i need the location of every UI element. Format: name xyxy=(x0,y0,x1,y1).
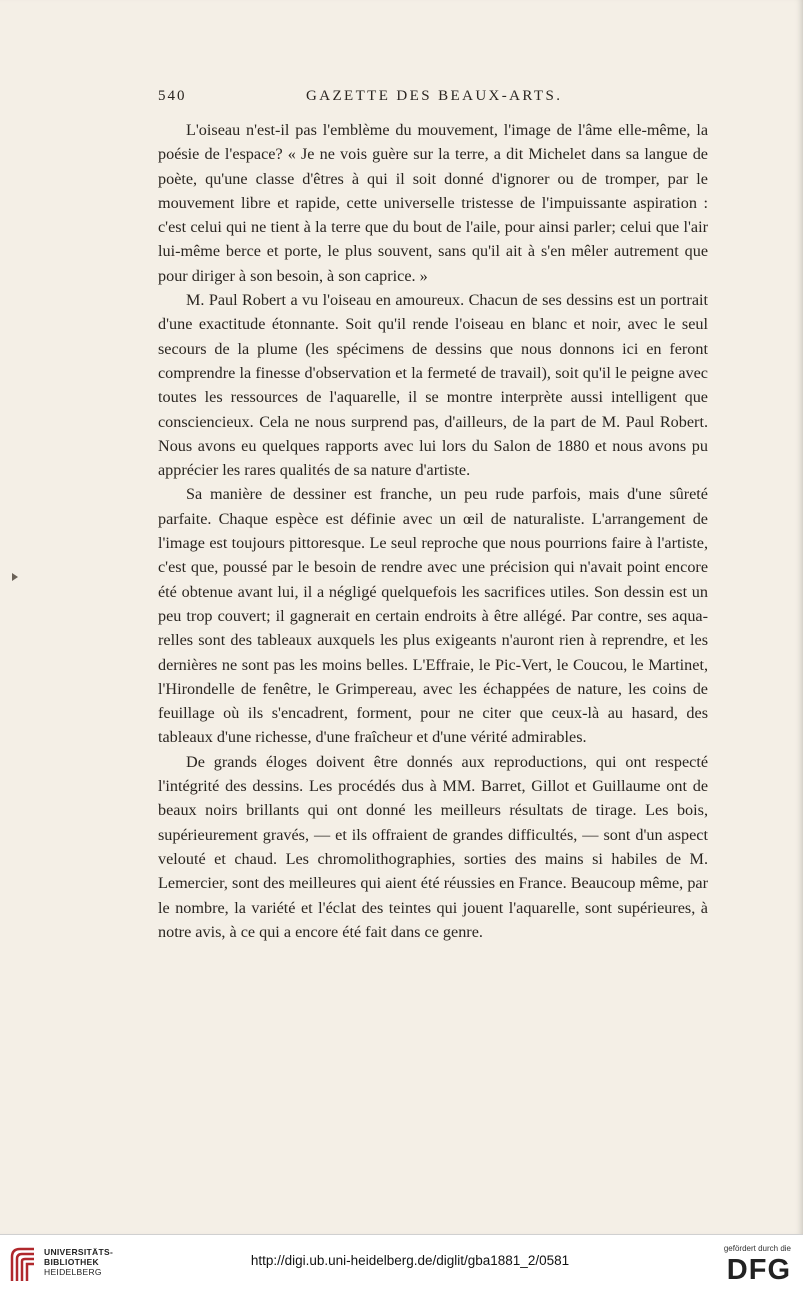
institution-name: UNIVERSITÄTS- BIBLIOTHEK HEIDELBERG xyxy=(44,1247,114,1277)
page-number: 540 xyxy=(158,88,187,104)
university-library-logo-icon xyxy=(8,1243,38,1285)
permalink-url[interactable]: http://digi.ub.uni-heidelberg.de/diglit/gba1881_2/0581 xyxy=(250,1253,570,1268)
paragraph: De grands éloges doivent être donnés aux reproductions, qui ont respecté l'intégrité des dessins. Les procédés dus à MM. Barret, Gillot et Guillaume ont de beaux noirs brillants qui ont donné les meilleurs résultats de tirage. Les bois, supérieurement gravés, — et ils offraient de grandes difficultés, — sont d'un aspect velouté et chaud. Les chromolithographies, sorties des mains si habiles de M. Lemercier, sont des meilleures qui aient été réussies en France. Beaucoup même, par le nombre, la variété et l'éclat des teintes qui jouent l'aquarelle, sont supérieures, à notre avis, à ce qui a encore été fait dans ce genre. xyxy=(158,752,708,941)
paragraph: Sa manière de dessiner est franche, un peu rude parfois, mais d'une sûreté parfaite. Chaque espèce est définie avec un œil de naturaliste. L'arrangement de l'image est toujours pittoresque. Le seul reproche que nous pourrions faire à l'artiste, c'est que, poussé par le besoin de rendre avec une précision qui n'avait point encore été obtenue avant lui, il a négligé quelquefois les sacrifices utiles. Son dessin est un peu trop couvert; il gagnerait en certain endroits à être allégé. Par contre, ses aquarelles sont des tableaux auxquels les plus exigeants n'auront rien à reprendre, et les dernières ne sont pas les moins belles. L'Effraie, le Pic-Vert, le Coucou, le Martinet, l'Hirondelle de fenêtre, le Grimpereau, avec les échappées de nature, les coins de feuillage où ils s'encadrent, forment, pour ne citer que ceux-là au hasard, des tableaux d'une richesse, d'une fraîcheur et d'une vérité admirables. xyxy=(158,485,708,747)
dfg-logo-icon: DFG xyxy=(726,1254,791,1286)
article-body xyxy=(158,118,708,944)
running-header xyxy=(158,88,718,110)
journal-title: GAZETTE DES BEAUX-ARTS. xyxy=(306,88,563,104)
digitization-footer xyxy=(0,1234,803,1292)
funder-caption: gefördert durch die xyxy=(723,1244,791,1253)
margin-mark-icon xyxy=(12,573,18,581)
paragraph: L'oiseau n'est-il pas l'emblème du mouvement, l'image de l'âme elle-même, la poésie de l'espace? « Je ne vois guère sur la terre, a dit Michelet dans sa langue de poète, qu'une classe d'êtres à qui il soit donné d'ignorer ou de tromper, par le mouvement libre et rapide, cette universelle tristesse de l'impuissante aspiration : c'est celui qui ne tient à la terre que du bout de l'aile, pour ainsi parler; celui que l'air lui-même berce et porte, le plus souvent, sans qu'il ait à s'en mêler autrement que pour diriger à son besoin, à son caprice. » xyxy=(158,121,708,285)
paragraph: M. Paul Robert a vu l'oiseau en amoureux. Chacun de ses dessins est un portrait d'une exactitude étonnante. Soit qu'il rende l'oiseau en blanc et noir, avec le seul secours de la plume (les spécimens de dessins que nous donnons ici en feront comprendre la finesse d'observation et la fermeté de travail), soit qu'il le peigne avec toutes les ressources de l'aquarelle, il se montre interprète aussi intelligent que consciencieux. Cela ne nous surprend pas, d'ailleurs, de la part de M. Paul Robert. Nous avons eu quelques rapports avec lui lors du Salon de 1880 et nous avons pu apprécier les rares qualités de sa nature d'artiste. xyxy=(158,291,708,480)
